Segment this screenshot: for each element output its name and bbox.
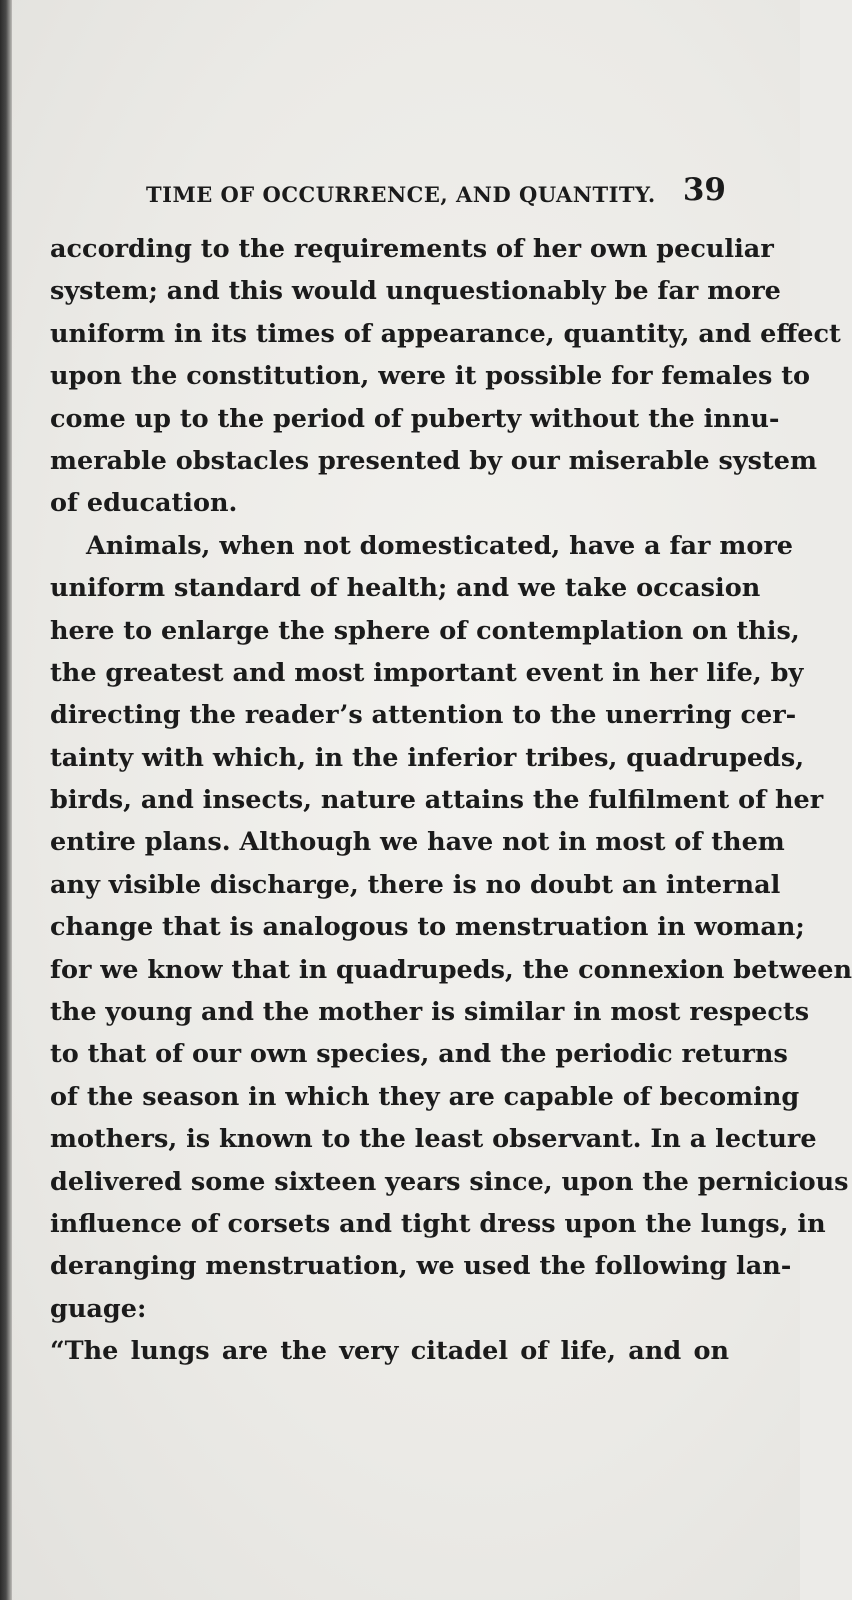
page-binding-edge <box>0 0 12 1600</box>
text-line: uniform standard of health; and we take occasion <box>50 573 761 604</box>
text-line: here to enlarge the sphere of contemplation on this, <box>50 615 800 646</box>
text-line: birds, and insects, nature attains the fulfilment of her <box>50 785 824 816</box>
text-line: entire plans. Although we have not in most of them <box>50 827 785 858</box>
text-line: of education. <box>50 488 238 519</box>
body-text <box>50 228 852 1373</box>
text-line: come up to the period of puberty without the innu- <box>50 403 780 434</box>
running-title: TIME OF OCCURRENCE, AND QUANTITY. <box>146 182 656 207</box>
text-line: according to the requirements of her own peculiar <box>50 234 774 264</box>
text-line: upon the constitution, were it possible for females to <box>50 361 811 392</box>
text-line: influence of corsets and tight dress upon the lungs, in <box>50 1208 826 1239</box>
text-line: system; and this would unquestionably be far more <box>50 276 781 307</box>
text-line: tainty with which, in the inferior tribes, quadrupeds, <box>50 742 805 773</box>
text-line: guage: <box>50 1293 147 1324</box>
text-line: merable obstacles presented by our miserable system <box>50 445 817 476</box>
text-line: mothers, is known to the least observant. In a lecture <box>50 1124 817 1155</box>
text-line: to that of our own species, and the periodic returns <box>50 1039 788 1070</box>
text-line: change that is analogous to menstruation in woman; <box>50 912 805 943</box>
text-line: the greatest and most important event in her life, by <box>50 657 804 688</box>
text-line: Animals, when not domesticated, have a far more <box>86 530 793 561</box>
text-line: directing the reader’s attention to the unerring cer- <box>50 700 797 731</box>
page-number: 39 <box>682 172 726 208</box>
text-line: of the season in which they are capable of becoming <box>50 1081 800 1112</box>
page-header <box>146 170 726 220</box>
text-line: delivered some sixteen years since, upon the pernicious <box>50 1166 849 1197</box>
text-line: uniform in its times of appearance, quantity, and effect <box>50 318 841 349</box>
text-line: for we know that in quadrupeds, the connexion between <box>50 954 852 985</box>
text-line: deranging menstruation, we used the following lan- <box>50 1251 792 1282</box>
text-line: the young and the mother is similar in most respects <box>50 997 810 1028</box>
text-line: “The lungs are the very citadel of life, and on <box>50 1336 729 1367</box>
text-line: any visible discharge, there is no doubt an internal <box>50 869 781 900</box>
